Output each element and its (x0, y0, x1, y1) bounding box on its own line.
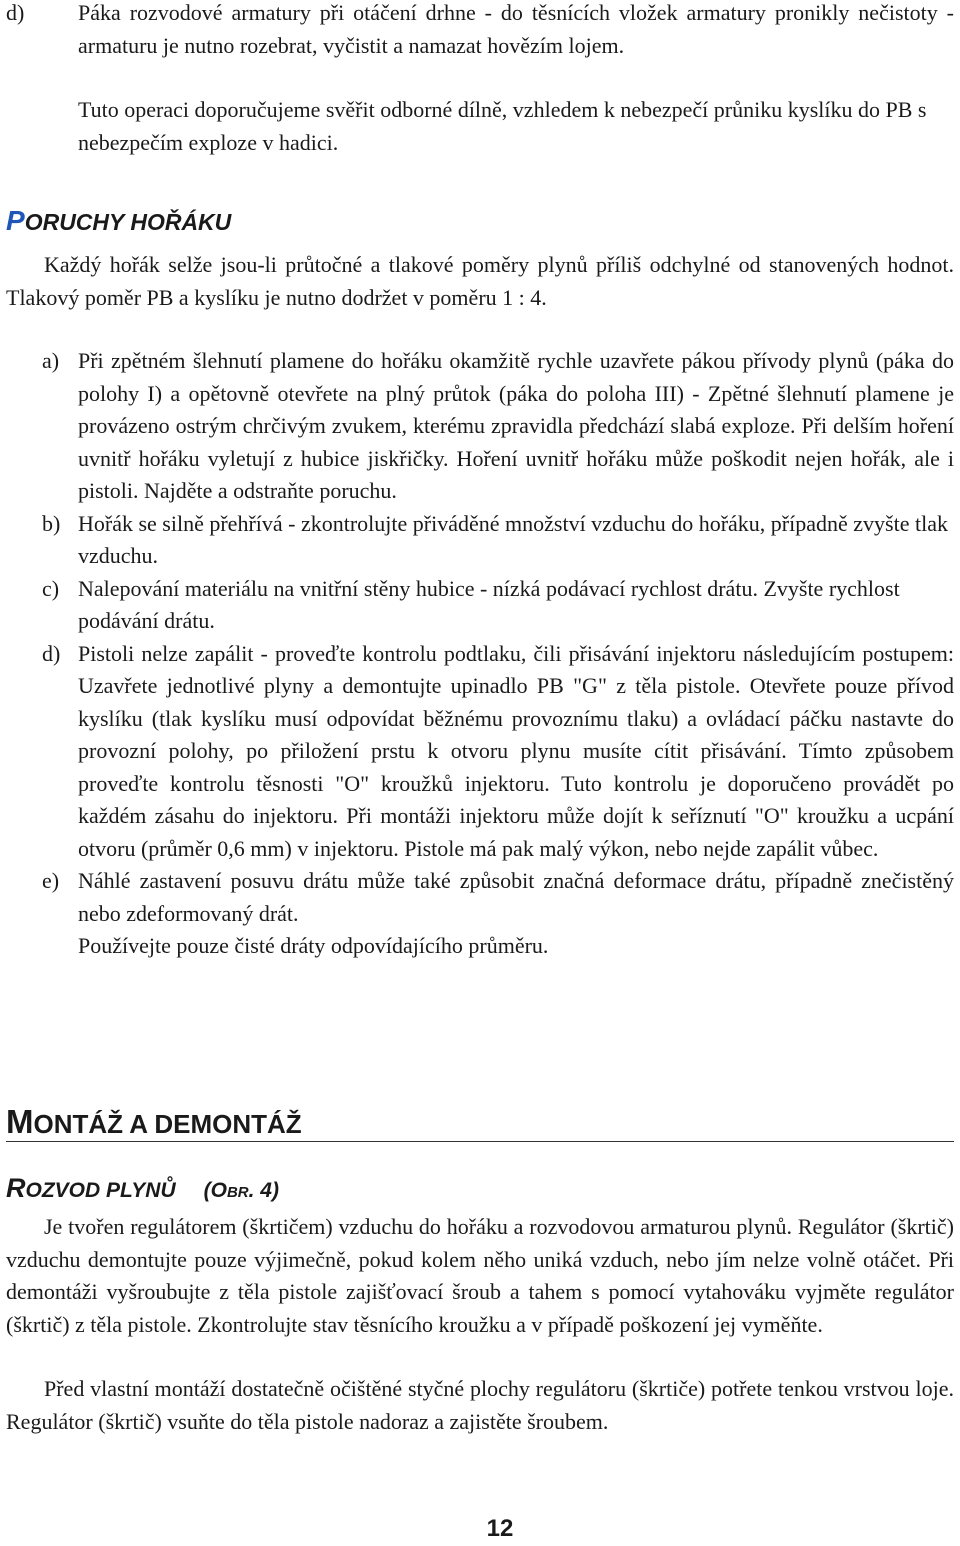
item-label: d) (42, 640, 61, 666)
item-label: a) (42, 348, 60, 373)
section-heading-montaz: MONTÁŽ A DEMONTÁŽ (6, 1103, 302, 1140)
fault-item-d-continued (6, 0, 954, 62)
item-label: d) (6, 0, 25, 25)
item-text: Pistoli nelze zapálit - proveďte kontrolu podtlaku, čili přisávání injektoru následujícím postupem: Uzavřete jednotlivé plyny a demontujte upinadlo PB "G" z těla pistole. Otevřete pouze přívod kyslíku (tlak kyslíku musí odpovídat běžnému provoznímu tlaku) a ovládací páčku nastavte do provozní polohy, po přiložení prstu k otvoru plynu musíte cítit přisávání. Tímto způsobem proveďte kontrolu těsnosti "O" kroužků injektoru. Tuto kontrolu je doporučeno provádět po každém zásahu do injektoru. Při montáži injektoru může dojít k seříznutí "O" kroužku a ucpání otvoru (průměr 0,6 mm) v injektoru. Pistole má pak malý výkon, nebo nejde zapálit vůbec. (78, 640, 954, 861)
figure-reference: (OBR. 4) (203, 1179, 279, 1202)
subsection-heading-rozvod: ROZVOD PLYNŮ (OBR. 4) (6, 1173, 279, 1203)
item-label: b) (42, 510, 61, 536)
rozvod-paragraph-1: Je tvořen regulátorem (škrtičem) vzduchu do hořáku a rozvodovou armaturou plynů. Regulátor (škrtič) vzduchu demontujte pouze výjimečně, pokud kolem něho uniká vzduch, nebo jím nelze volně otáčet. Při demontáži vyšroubujte z těla pistole zajišťovací šroub a tahem s pomocí vytahováku vyjměte regulátor (škrtič) z těla pistole. Zkontrolujte stav těsnícího kroužku a v případě poškození jej vyměňte. (6, 1214, 954, 1337)
item-text: Nalepování materiálu na vnitřní stěny hubice - nízká podávací rychlost drátu. Zvyšte rychlost podávání drátu. (78, 575, 900, 633)
rozvod-paragraph-2: Před vlastní montáží dostatečně očištěné styčné plochy regulátoru (škrtiče) potřete tenkou vrstvou loje. Regulátor (škrtič) vsuňte do těla pistole nadoraz a zajistěte šroubem. (6, 1376, 954, 1434)
item-text: Hořák se silně přehřívá - zkontrolujte přiváděné množství vzduchu do hořáku, případně zvyšte tlak vzduchu. (78, 510, 948, 568)
closing-note: Používejte pouze čisté dráty odpovídajícího průměru. (78, 933, 549, 958)
service-note: Tuto operaci doporučujeme svěřit odborné dílně, vzhledem k nebezpečí průniku kyslíku do PB s nebezpečím exploze v hadici. (78, 97, 927, 155)
section-heading-poruchy: PORUCHY HOŘÁKU (6, 205, 232, 236)
heading-divider (6, 1141, 954, 1142)
item-text: Při zpětném šlehnutí plamene do hořáku okamžitě rychle uzavřete pákou přívody plynů (páka do polohy I) a opětovně otevřete na plný průtok (páka do poloha III) - Zpětné šlehnutí plamene je provázeno ostrým chrčivým zvukem, kterému zpravidla předchází slabá exploze. Při delším hoření uvnitř hořáku vyletují z hubice jiskřičky. Hoření uvnitř hořáku může poškodit nejen hořák, ale i pistoli. Najděte a odstraňte poruchu. (78, 348, 954, 503)
item-text: Páka rozvodové armatury při otáčení drhne - do těsnících vložek armatury pronikly nečistoty - armaturu je nutno rozebrat, vyčistit a namazat hovězím lojem. (78, 0, 954, 58)
list-item (42, 508, 954, 573)
fault-list (42, 345, 954, 963)
list-item (42, 345, 954, 508)
poruchy-intro-paragraph: Každý hořák selže jsou-li průtočné a tlakové poměry plynů příliš odchylné od stanovených hodnot. Tlakový poměr PB a kyslíku je nutno dodržet v poměru 1 : 4. (6, 252, 954, 310)
page-number: 12 (486, 1515, 514, 1542)
list-item (42, 865, 954, 930)
item-text: Náhlé zastavení posuvu drátu může také způsobit značná deformace drátu, případně znečistěný nebo zdeformovaný drát. (78, 868, 954, 926)
list-item (42, 573, 954, 638)
item-label: c) (42, 575, 60, 601)
list-item (42, 638, 954, 866)
item-label: e) (42, 868, 60, 893)
